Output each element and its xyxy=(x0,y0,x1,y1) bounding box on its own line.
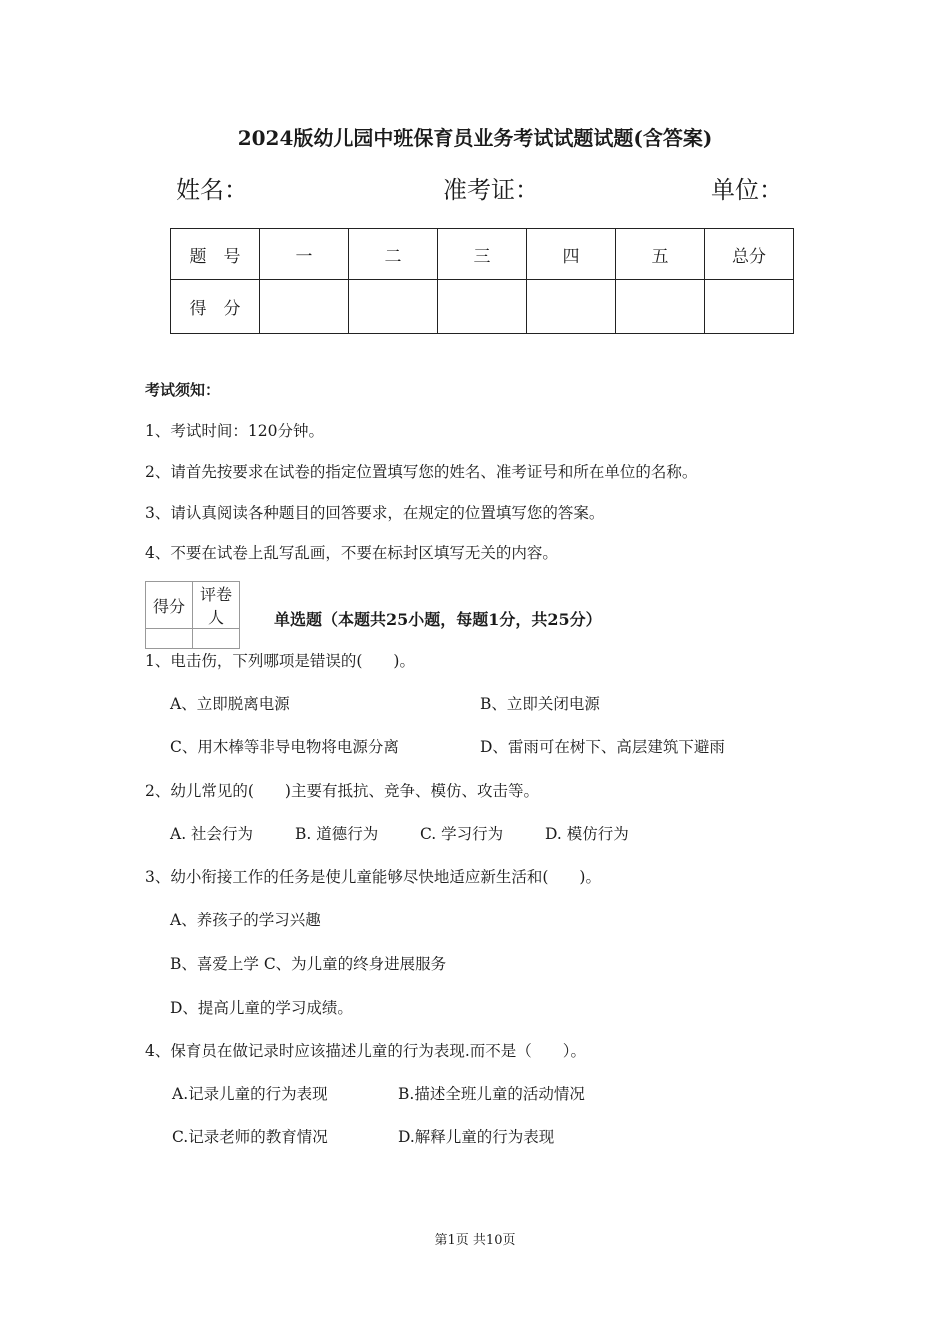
question-1: 1、电击伤，下列哪项是错误的( )。 xyxy=(145,652,415,670)
question-4-option-c: C.记录老师的教育情况 xyxy=(172,1128,328,1146)
notes-heading: 考试须知： xyxy=(145,381,221,399)
question-2-option-a: A. 社会行为 xyxy=(170,825,254,843)
question-3: 3、幼小衔接工作的任务是使儿童能够尽快地适应新生活和( )。 xyxy=(145,868,601,886)
name-field-label: 姓名： xyxy=(176,176,248,204)
score-table-row-label: 得 分 xyxy=(171,280,260,334)
note-item: 2、请首先按要求在试卷的指定位置填写您的姓名、准考证号和所在单位的名称。 xyxy=(145,463,698,481)
score-cell xyxy=(616,280,705,334)
note-item: 4、不要在试卷上乱写乱画，不要在标封区填写无关的内容。 xyxy=(145,544,558,562)
question-4-option-b: B.描述全班儿童的活动情况 xyxy=(398,1085,585,1103)
question-1-option-d: D、雷雨可在树下、高层建筑下避雨 xyxy=(480,738,725,756)
grader-reviewer-label: 评卷人 xyxy=(193,582,240,629)
section-heading: 单选题（本题共25小题，每题1分，共25分） xyxy=(274,610,602,629)
score-table-header-row xyxy=(171,229,794,280)
note-item: 3、请认真阅读各种题目的回答要求，在规定的位置填写您的答案。 xyxy=(145,504,605,522)
grader-score-label: 得分 xyxy=(146,582,193,629)
question-3-option-d: D、提高儿童的学习成绩。 xyxy=(170,999,353,1017)
question-3-option-bc: B、喜爱上学 C、为儿童的终身进展服务 xyxy=(170,955,447,973)
score-table-header-cell: 四 xyxy=(527,229,616,280)
score-cell xyxy=(438,280,527,334)
question-2: 2、幼儿常见的( )主要有抵抗、竞争、模仿、攻击等。 xyxy=(145,782,539,800)
score-table xyxy=(170,228,794,334)
score-table-header-cell: 一 xyxy=(260,229,349,280)
grader-box xyxy=(145,581,240,649)
score-table-header-cell: 题 号 xyxy=(171,229,260,280)
score-table-header-cell: 总分 xyxy=(705,229,794,280)
question-1-option-b: B、立即关闭电源 xyxy=(480,695,600,713)
grader-reviewer-cell xyxy=(193,629,240,649)
unit-field-label: 单位： xyxy=(711,176,783,204)
question-3-option-a: A、养孩子的学习兴趣 xyxy=(170,911,321,929)
note-item: 1、考试时间：120分钟。 xyxy=(145,422,324,440)
score-table-header-cell: 二 xyxy=(349,229,438,280)
score-cell xyxy=(527,280,616,334)
question-1-option-a: A、立即脱离电源 xyxy=(170,695,290,713)
question-1-option-c: C、用木棒等非导电物将电源分离 xyxy=(170,738,399,756)
page-footer: 第1页 共10页 xyxy=(434,1233,516,1248)
score-table-score-row xyxy=(171,280,794,334)
question-2-option-c: C. 学习行为 xyxy=(420,825,504,843)
question-4-option-a: A.记录儿童的行为表现 xyxy=(172,1085,328,1103)
score-cell xyxy=(349,280,438,334)
ticket-field-label: 准考证： xyxy=(443,176,539,204)
exam-title: 2024版幼儿园中班保育员业务考试试题试题(含答案) xyxy=(237,126,713,150)
question-2-option-b: B. 道德行为 xyxy=(295,825,379,843)
score-table-header-cell: 五 xyxy=(616,229,705,280)
score-table-header-cell: 三 xyxy=(438,229,527,280)
question-4: 4、保育员在做记录时应该描述儿童的行为表现.而不是（ ）。 xyxy=(145,1042,587,1060)
question-2-option-d: D. 模仿行为 xyxy=(545,825,629,843)
question-4-option-d: D.解释儿童的行为表现 xyxy=(398,1128,555,1146)
score-cell xyxy=(705,280,794,334)
score-cell xyxy=(260,280,349,334)
grader-score-cell xyxy=(146,629,193,649)
